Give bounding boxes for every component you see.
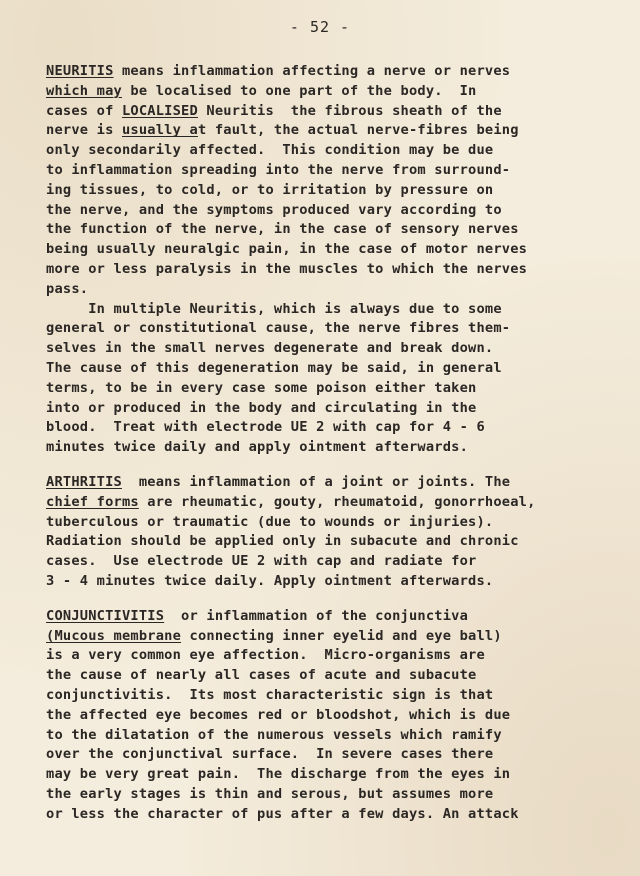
- text-line: minutes twice daily and apply ointment afterwards.: [46, 439, 469, 456]
- text-line: selves in the small nerves degenerate and break down.: [46, 340, 494, 357]
- text-line: [46, 62, 636, 82]
- text-fragment: or inflammation of the conjunctiva: [164, 607, 469, 624]
- text-line: only secondarily affected. This condition may be due: [46, 142, 494, 159]
- text-line: The cause of this degeneration may be said, in general: [46, 359, 502, 376]
- text-line: [46, 607, 636, 627]
- text-line: general or constitutional cause, the nerve fibres them-: [46, 320, 511, 337]
- text-line: pass.: [46, 280, 89, 297]
- text-fragment: t fault, the actual nerve-fibres being: [197, 122, 519, 139]
- text-line: [46, 82, 636, 102]
- underlined-fragment: which may: [46, 82, 122, 99]
- text-line: [46, 102, 636, 122]
- text-line: into or produced in the body and circulating in the: [46, 399, 477, 416]
- term-neuritis: NEURITIS: [46, 63, 114, 79]
- underlined-fragment: (Mucous membrane: [46, 627, 182, 644]
- text-line: conjunctivitis. Its most characteristic sign is that: [46, 686, 494, 703]
- text-line: terms, to be in every case some poison either taken: [46, 379, 477, 396]
- page-body: [46, 62, 636, 824]
- text-line: Radiation should be applied only in subacute and chronic: [46, 533, 519, 550]
- text-fragment: are rheumatic, gouty, rheumatoid, gonorrhoeal,: [138, 493, 536, 510]
- text-line: [46, 473, 636, 493]
- term-arthritis: ARTHRITIS: [46, 473, 122, 490]
- text-line: over the conjunctival surface. In severe cases there: [46, 746, 494, 763]
- text-fragment: Neuritis the fibrous sheath of the: [197, 102, 502, 119]
- text-line: the function of the nerve, in the case of sensory nerves: [46, 221, 519, 238]
- text-line: tuberculous or traumatic (due to wounds or injuries).: [46, 513, 494, 530]
- text-line: more or less paralysis in the muscles to which the nerves: [46, 260, 528, 277]
- text-line: may be very great pain. The discharge from the eyes in: [46, 766, 511, 783]
- section-gap: [46, 592, 636, 607]
- text-fragment: nerve is: [46, 122, 122, 139]
- text-line: ing tissues, to cold, or to irritation by pressure on: [46, 181, 494, 198]
- text-line: [46, 627, 636, 647]
- text-line: the cause of nearly all cases of acute and subacute: [46, 667, 477, 684]
- text-line: being usually neuralgic pain, in the case of motor nerves: [46, 241, 528, 258]
- underlined-fragment: LOCALISED: [121, 102, 198, 119]
- text-fragment: cases of: [46, 102, 122, 119]
- text-line: [46, 493, 636, 513]
- text-fragment: means inflammation of a joint or joints. The: [121, 473, 511, 490]
- text-fragment: means inflammation affecting a nerve or nerves: [113, 63, 511, 79]
- neuritis-section: [46, 62, 636, 458]
- text-line: to inflammation spreading into the nerve from surround-: [46, 161, 511, 178]
- section-gap: [46, 458, 636, 473]
- text-line: blood. Treat with electrode UE 2 with cap for 4 - 6: [46, 419, 485, 436]
- text-line: [46, 121, 636, 141]
- underlined-fragment: usually a: [121, 122, 198, 139]
- text-line: cases. Use electrode UE 2 with cap and radiate for: [46, 553, 477, 570]
- text-fragment: be localised to one part of the body. In: [121, 82, 477, 99]
- term-conjunctivitis: CONJUNCTIVITIS: [46, 607, 165, 624]
- text-fragment: connecting inner eyelid and eye ball): [181, 627, 502, 644]
- text-line: is a very common eye affection. Micro-organisms are: [46, 647, 485, 664]
- text-line: the affected eye becomes red or bloodshot, which is due: [46, 706, 511, 723]
- text-line: to the dilatation of the numerous vessels which ramify: [46, 726, 502, 743]
- text-line: or less the character of pus after a few days. An attack: [46, 805, 519, 822]
- arthritis-section: [46, 473, 636, 592]
- conjunctivitis-section: [46, 607, 636, 825]
- text-line: the nerve, and the symptoms produced vary according to: [46, 201, 502, 218]
- page-number: - 52 -: [289, 18, 351, 36]
- text-line: the early stages is thin and serous, but assumes more: [46, 785, 494, 802]
- text-line: 3 - 4 minutes twice daily. Apply ointment afterwards.: [46, 572, 494, 589]
- text-line: In multiple Neuritis, which is always due to some: [46, 300, 502, 317]
- underlined-fragment: chief forms: [46, 493, 139, 510]
